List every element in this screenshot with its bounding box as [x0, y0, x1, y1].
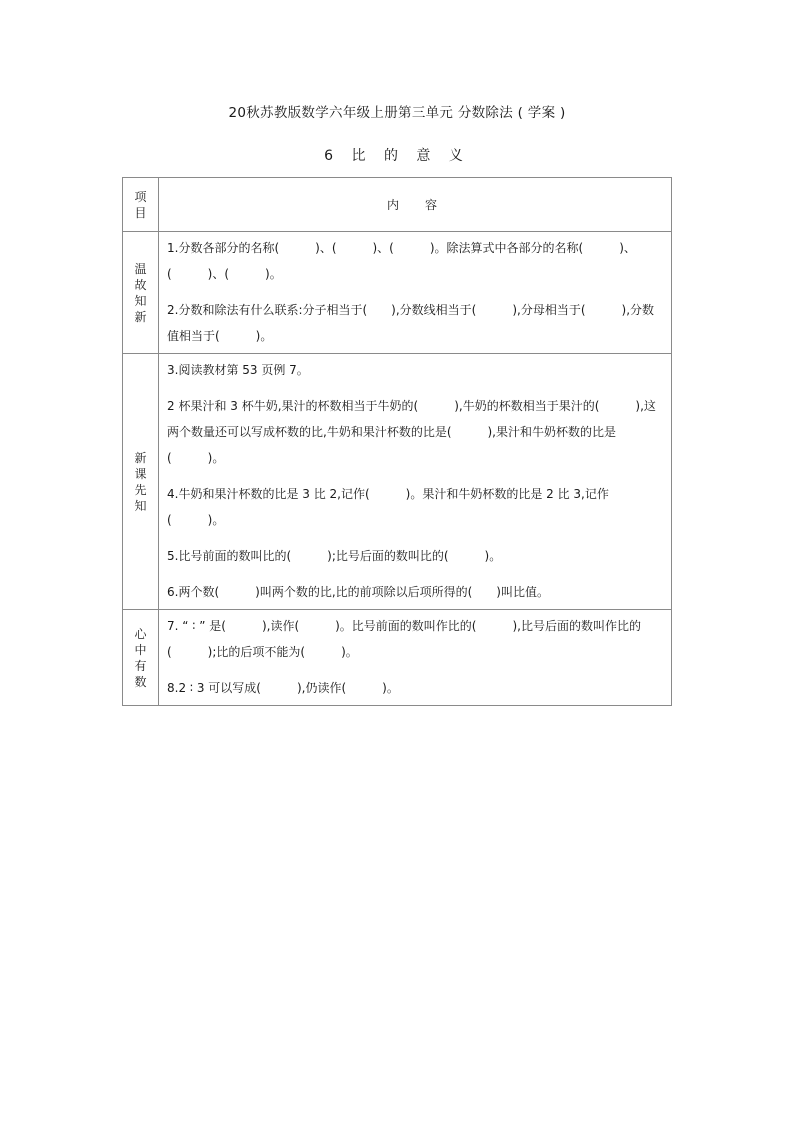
question-6: 6.两个数( )叫两个数的比,比的前项除以后项所得的( )叫比值。: [167, 585, 549, 599]
section-char: 知: [134, 293, 147, 308]
table-row-review: [123, 232, 672, 354]
study-table: [122, 177, 672, 706]
section-char: 知: [134, 498, 147, 513]
section-char: 有: [134, 658, 147, 673]
section-content-review: [159, 232, 672, 354]
header-item-column: [123, 178, 159, 232]
section-char: 新: [134, 309, 147, 324]
question-1: 1.分数各部分的名称( )、( )、( )。除法算式中各部分的名称( )、( )、( )。: [167, 241, 636, 281]
question-2: 2.分数和除法有什么联系:分子相当于( ),分数线相当于( ),分母相当于( ),分数值相当于( )。: [167, 303, 655, 343]
section-char: 中: [134, 642, 147, 657]
header-item-label: [123, 189, 158, 221]
section-char: 新: [134, 450, 147, 465]
table-row-summary: [123, 610, 672, 706]
section-content-preview: [159, 354, 672, 610]
section-label-preview: [123, 354, 159, 610]
table-row-preview: [123, 354, 672, 610]
header-item-char: 目: [134, 205, 147, 220]
section-char: 故: [134, 277, 147, 292]
section-char: 心: [134, 626, 147, 641]
header-content-column: 内容: [159, 178, 672, 232]
section-char: 温: [134, 261, 147, 276]
question-4: 4.牛奶和果汁杯数的比是 3 比 2,记作( )。果汁和牛奶杯数的比是 2 比 3,记作( )。: [167, 487, 609, 527]
question-5: 5.比号前面的数叫比的( );比号后面的数叫比的( )。: [167, 549, 502, 563]
section-char: 先: [134, 482, 147, 497]
section-label-summary: [123, 610, 159, 706]
section-char: 数: [134, 674, 147, 689]
header-item-char: 项: [134, 189, 147, 204]
table-header-row: [123, 178, 672, 232]
document-title: 20秋苏教版数学六年级上册第三单元 分数除法 ( 学案 ): [228, 105, 566, 121]
question-8: 8.2 ∶ 3 可以写成( ),仍读作( )。: [167, 681, 399, 695]
section-content-summary: [159, 610, 672, 706]
lesson-title: 6 比 的 意 义: [324, 148, 470, 164]
section-char: 课: [134, 466, 147, 481]
section-label-review: [123, 232, 159, 354]
question-3-detail: 2 杯果汁和 3 杯牛奶,果汁的杯数相当于牛奶的( ),牛奶的杯数相当于果汁的( ),这两个数量还可以写成杯数的比,牛奶和果汁杯数的比是( ),果汁和牛奶杯数的比是( )。: [167, 399, 656, 465]
question-7: 7. “ ∶ ” 是( ),读作( )。比号前面的数叫作比的( ),比号后面的数叫作比的( );比的后项不能为( )。: [167, 619, 641, 659]
question-3: 3.阅读教材第 53 页例 7。: [167, 363, 309, 377]
